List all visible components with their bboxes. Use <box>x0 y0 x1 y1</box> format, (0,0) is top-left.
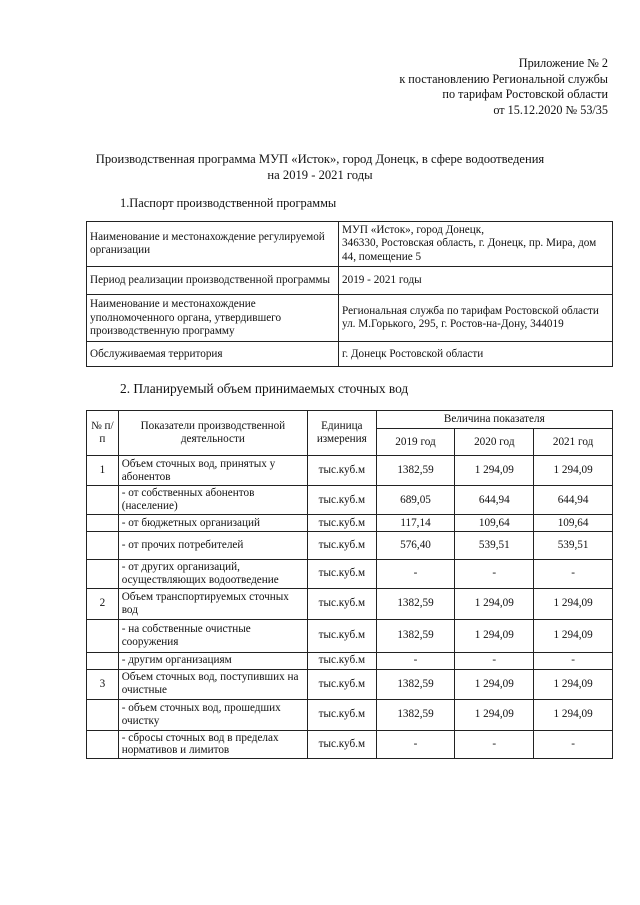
table-cell-unit: тыс.куб.м <box>308 619 377 652</box>
table-cell-name: - на собственные очистные сооружения <box>118 619 307 652</box>
table-cell-y2019: - <box>376 730 455 759</box>
table-cell-name: - сбросы сточных вод в пределах нормативов и лимитов <box>118 730 307 759</box>
table-row <box>87 456 613 486</box>
cell-line: 346330, Ростовская область, г. Донецк, пр. Мира, дом 44, помещение 5 <box>342 237 597 263</box>
title-line: на 2019 - 2021 годы <box>267 167 373 182</box>
section1-heading: 1.Паспорт производственной программы <box>120 196 337 210</box>
table-row <box>87 619 613 652</box>
table-cell-no <box>87 652 119 669</box>
appendix-line: Приложение № 2 <box>518 56 608 70</box>
table-cell-unit: тыс.куб.м <box>308 532 377 560</box>
table-cell-name: - другим организациям <box>118 652 307 669</box>
volume-table <box>86 410 613 759</box>
table-cell-y2019: 1382,59 <box>376 588 455 619</box>
table-cell-y2020: 1 294,09 <box>455 456 534 486</box>
table-cell-y2020: 1 294,09 <box>455 588 534 619</box>
table-cell-y2021: 1 294,09 <box>534 699 613 730</box>
table-cell: Обслуживаемая территория <box>87 342 339 367</box>
table-row <box>87 515 613 532</box>
table-row <box>87 652 613 669</box>
appendix-line: к постановлению Региональной службы <box>399 71 608 86</box>
header-2021: 2021 год <box>534 429 613 456</box>
table-cell: 2019 - 2021 годы <box>339 267 613 295</box>
table-cell-y2020: 1 294,09 <box>455 699 534 730</box>
table-row <box>87 532 613 560</box>
table-cell-unit: тыс.куб.м <box>308 730 377 759</box>
table-cell-name: Объем транспортируемых сточных вод <box>118 588 307 619</box>
table-cell: г. Донецк Ростовской области <box>339 342 613 367</box>
header-group: Величина показателя <box>376 411 612 429</box>
header-unit: Единица измерения <box>308 411 377 456</box>
volume-table-body <box>87 456 613 759</box>
table-cell-name: - объем сточных вод, прошедших очистку <box>118 699 307 730</box>
table-cell-name: - от бюджетных организаций <box>118 515 307 532</box>
table-cell-no <box>87 619 119 652</box>
table-cell-name: - от прочих потребителей <box>118 532 307 560</box>
table-cell-y2019: 117,14 <box>376 515 455 532</box>
table-cell <box>339 295 613 342</box>
table-row <box>87 669 613 699</box>
table-cell-no: 1 <box>87 456 119 486</box>
table-header-row <box>87 411 613 429</box>
table-cell-no <box>87 730 119 759</box>
table-cell-unit: тыс.куб.м <box>308 560 377 589</box>
table-cell-y2020: - <box>455 730 534 759</box>
table-cell-y2019: 1382,59 <box>376 669 455 699</box>
table-cell: Период реализации производственной программы <box>87 267 339 295</box>
table-cell: Наименование и местонахождение уполномоченного органа, утвердившего производственную программу <box>87 295 339 342</box>
table-cell-name: - от собственных абонентов (население) <box>118 486 307 515</box>
table-row <box>87 486 613 515</box>
table-cell-no <box>87 486 119 515</box>
document-title <box>0 152 640 183</box>
table-cell-unit: тыс.куб.м <box>308 486 377 515</box>
table-cell-y2021: 644,94 <box>534 486 613 515</box>
table-cell: Наименование и местонахождение регулируемой организации <box>87 222 339 267</box>
header-no: № п/п <box>87 411 119 456</box>
table-cell-no <box>87 699 119 730</box>
table-row <box>87 588 613 619</box>
table-cell-y2020: 1 294,09 <box>455 619 534 652</box>
header-2019: 2019 год <box>376 429 455 456</box>
table-cell-unit: тыс.куб.м <box>308 669 377 699</box>
header-2020: 2020 год <box>455 429 534 456</box>
table-row <box>87 730 613 759</box>
table-cell-unit: тыс.куб.м <box>308 515 377 532</box>
table-cell-y2020: 1 294,09 <box>455 669 534 699</box>
passport-table <box>86 221 613 367</box>
table-row <box>87 699 613 730</box>
table-cell-y2021: 109,64 <box>534 515 613 532</box>
table-cell-unit: тыс.куб.м <box>308 699 377 730</box>
table-cell-y2019: - <box>376 652 455 669</box>
table-cell-name: - от других организаций, осуществляющих водоотведение <box>118 560 307 589</box>
table-cell-y2019: 689,05 <box>376 486 455 515</box>
table-row <box>87 342 613 367</box>
appendix-line: по тарифам Ростовской области <box>442 87 608 102</box>
table-cell-name: Объем сточных вод, принятых у абонентов <box>118 456 307 486</box>
table-cell-no <box>87 560 119 589</box>
table-cell-y2021: - <box>534 560 613 589</box>
table-cell-y2021: 1 294,09 <box>534 588 613 619</box>
table-cell-y2021: 1 294,09 <box>534 456 613 486</box>
table-row <box>87 560 613 589</box>
table-cell-y2021: 1 294,09 <box>534 619 613 652</box>
table-cell-y2021: - <box>534 652 613 669</box>
cell-line: МУП «Исток», город Донецк, <box>342 224 484 236</box>
section2-heading: 2. Планируемый объем принимаемых сточных вод <box>120 381 409 396</box>
header-name: Показатели производственной деятельности <box>118 411 307 456</box>
table-cell-y2019: 1382,59 <box>376 619 455 652</box>
table-cell-y2020: 109,64 <box>455 515 534 532</box>
appendix-header <box>399 56 608 118</box>
table-cell-y2020: - <box>455 560 534 589</box>
table-cell <box>339 222 613 267</box>
table-cell-y2019: 1382,59 <box>376 456 455 486</box>
table-cell-name: Объем сточных вод, поступивших на очистные <box>118 669 307 699</box>
table-cell-no: 3 <box>87 669 119 699</box>
table-cell-y2020: 644,94 <box>455 486 534 515</box>
table-cell-y2021: 1 294,09 <box>534 669 613 699</box>
table-cell-y2020: - <box>455 652 534 669</box>
cell-line: ул. М.Горького, 295, г. Ростов-на-Дону, 344019 <box>342 318 564 331</box>
table-cell-y2019: 576,40 <box>376 532 455 560</box>
table-cell-unit: тыс.куб.м <box>308 456 377 486</box>
cell-line: Региональная служба по тарифам Ростовской области <box>342 304 599 317</box>
table-cell-y2019: - <box>376 560 455 589</box>
table-cell-no: 2 <box>87 588 119 619</box>
title-line: Производственная программа МУП «Исток», город Донецк, в сфере водоотведения <box>95 152 545 166</box>
table-cell-no <box>87 532 119 560</box>
table-cell-y2021: 539,51 <box>534 532 613 560</box>
table-cell-no <box>87 515 119 532</box>
table-row <box>87 222 613 267</box>
appendix-line: от 15.12.2020 № 53/35 <box>493 102 608 117</box>
table-cell-unit: тыс.куб.м <box>308 652 377 669</box>
table-cell-unit: тыс.куб.м <box>308 588 377 619</box>
table-cell-y2021: - <box>534 730 613 759</box>
table-cell-y2020: 539,51 <box>455 532 534 560</box>
table-cell-y2019: 1382,59 <box>376 699 455 730</box>
table-row <box>87 267 613 295</box>
table-row <box>87 295 613 342</box>
